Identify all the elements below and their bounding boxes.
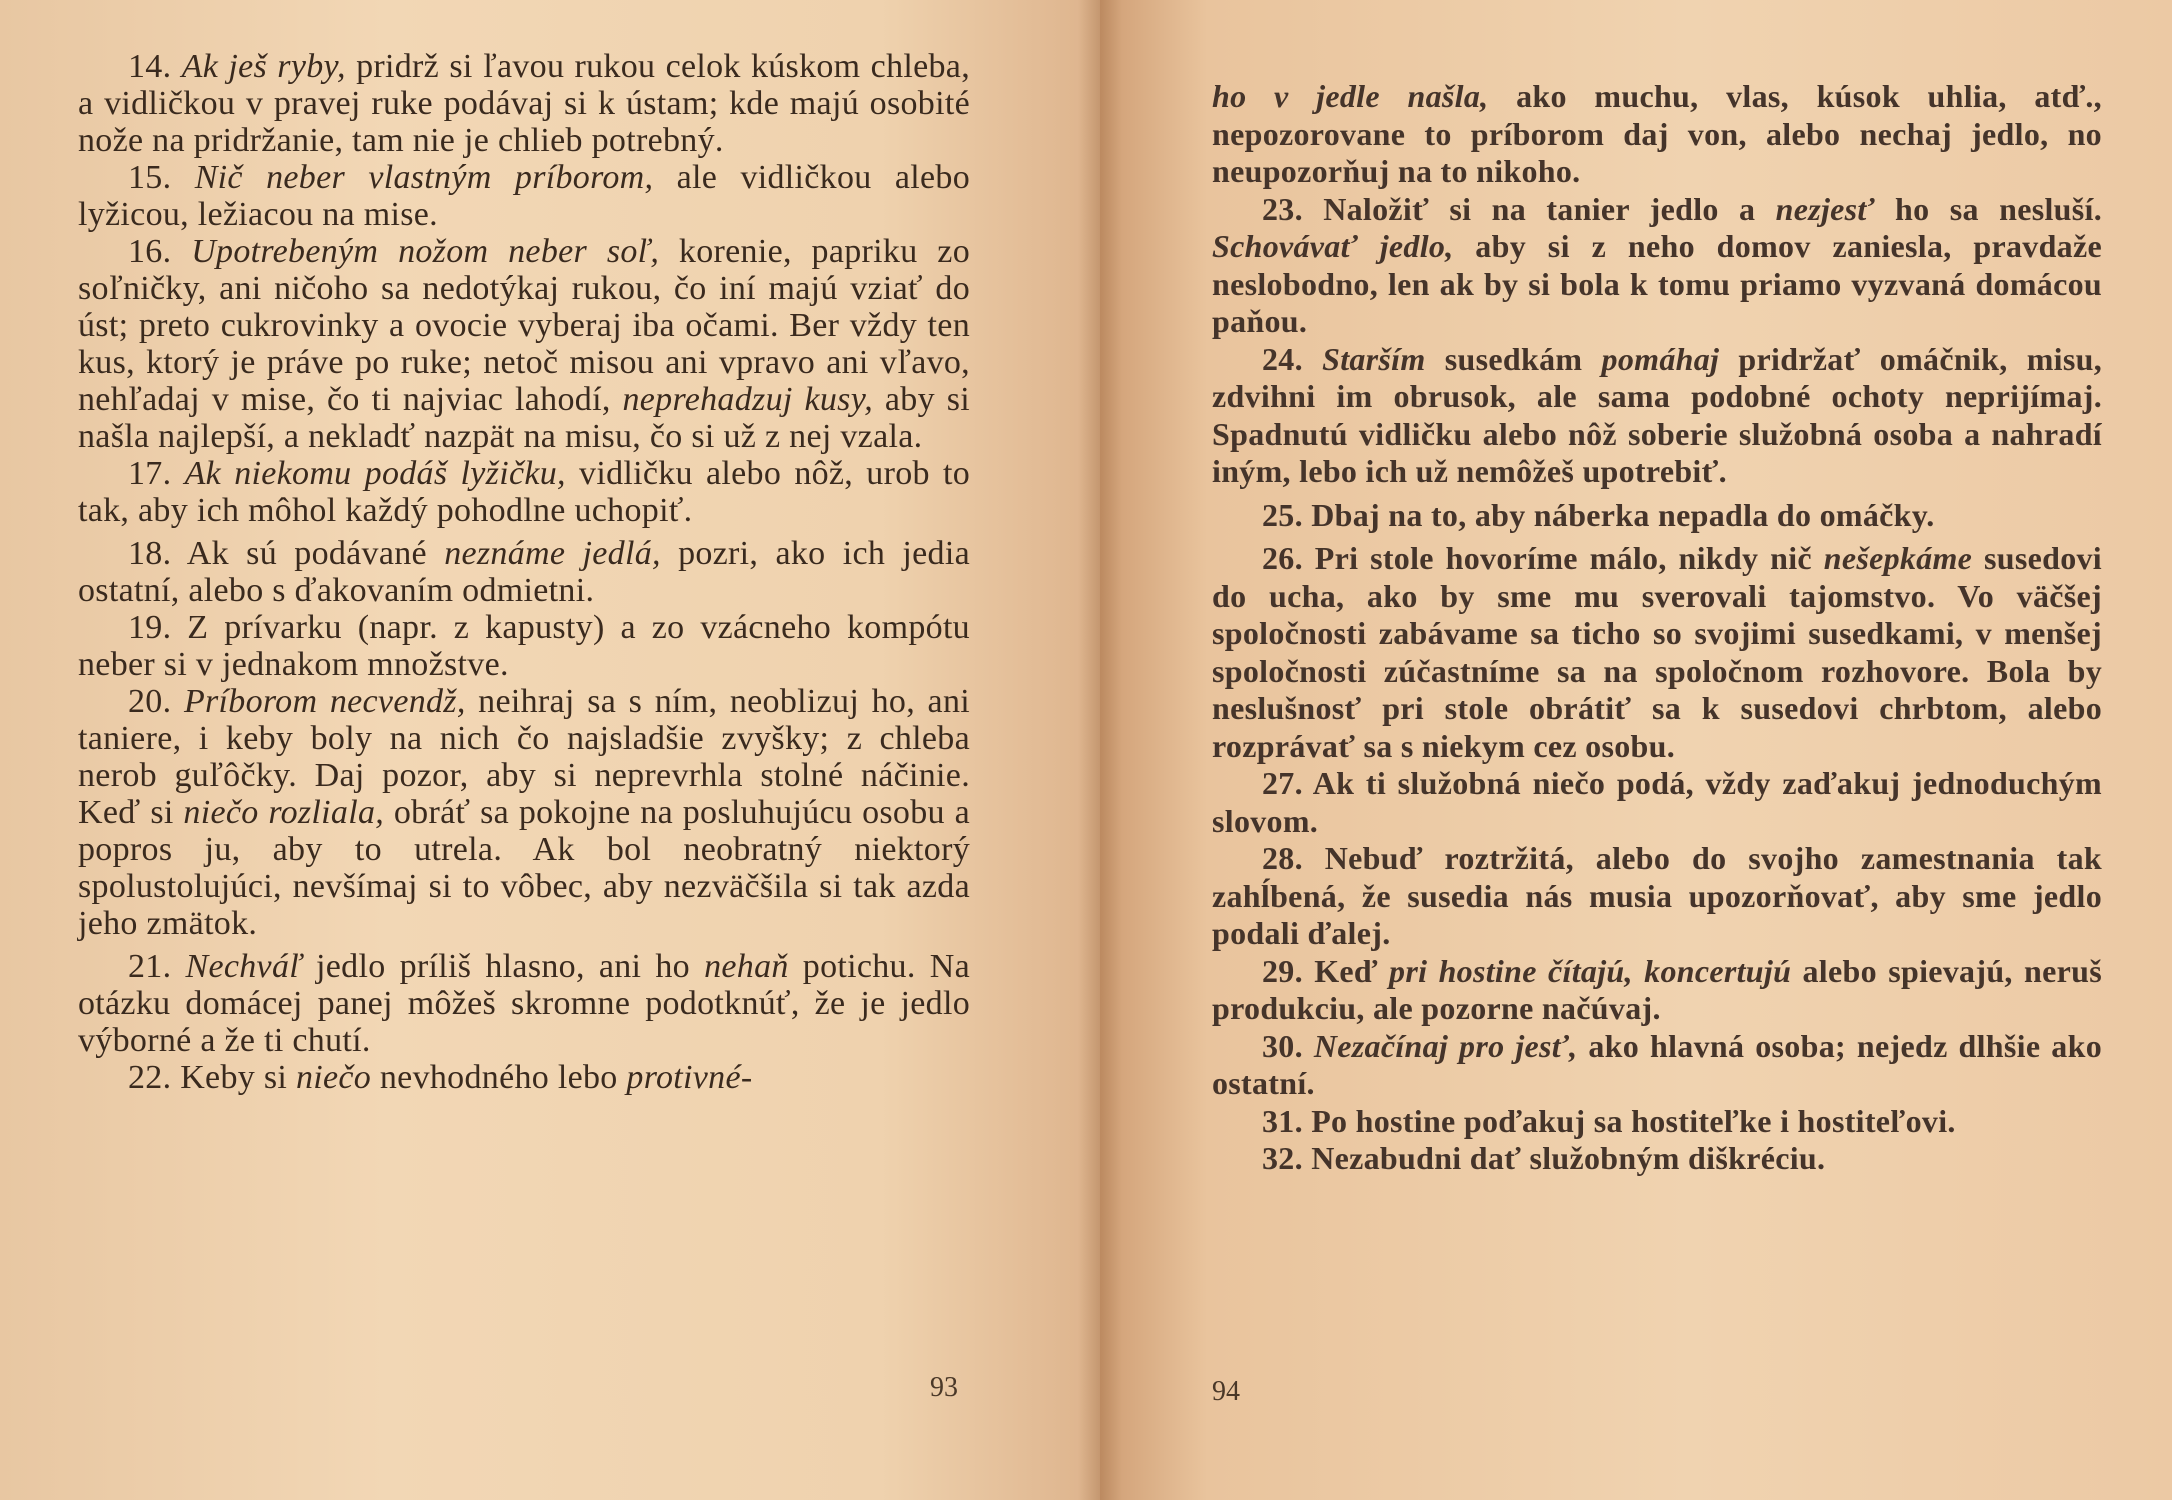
text-run: 31. Po hostine poďakuj sa hostiteľke i hostiteľovi. xyxy=(1262,1102,1956,1139)
text-run: 25. Dbaj na to, aby náberka nepadla do omáčky. xyxy=(1262,496,1935,533)
text-run: 16. xyxy=(128,233,192,270)
paragraph-p31 xyxy=(1212,1103,2102,1141)
text-run: 21. xyxy=(128,948,186,985)
text-run: 28. Nebuď roztržitá, alebo do svojho zamestnania tak zahĺbená, že susedia nás musia upozorňovať, aby sme jedlo podali ďalej. xyxy=(1212,840,2102,951)
text-run: pridrž si ľavou rukou celok kúskom chleba, a vidličkou v pravej ruke podávaj si k ústam; kde majú osobité nože na pridržanie, tam nie je chlieb potrebný. xyxy=(78,48,970,159)
italic-phrase: Nechváľ xyxy=(185,948,302,985)
paragraph-p18 xyxy=(78,535,970,609)
text-run: 17. xyxy=(128,455,185,492)
text-run: ho sa nesluší. xyxy=(1874,190,2103,227)
paragraph-p16 xyxy=(78,233,970,455)
italic-phrase: pomáhaj xyxy=(1601,340,1720,377)
text-run: 26. Pri stole hovoríme málo, nikdy nič xyxy=(1262,540,1824,576)
text-run: nevhodného lebo xyxy=(371,1059,627,1096)
page-number-right: 94 xyxy=(1212,1376,1240,1407)
paragraph-p28 xyxy=(1212,840,2102,953)
text-run: 27. Ak ti služobná niečo podá, vždy zaďakuj jednoduchým slovom. xyxy=(1212,765,2102,839)
italic-phrase: Ak niekomu podáš lyžičku, xyxy=(184,455,566,492)
text-run: aby si z neho domov zaniesla, pravdaže neslobodno, len ak by si bola k tomu priamo vyzvaná domácou paňou. xyxy=(1212,228,2102,339)
paragraph-p32 xyxy=(1212,1140,2102,1178)
italic-phrase: Príborom necvendž, xyxy=(183,683,466,720)
text-run: aby si našla najlepší, a nekladť nazpät na misu, čo si už z nej vzala. xyxy=(78,381,970,455)
paragraph-p15 xyxy=(78,159,970,233)
text-run: vidličku alebo nôž, urob to tak, aby ich môhol každý pohodlne uchopiť. xyxy=(78,455,971,529)
italic-phrase: ho v jedle našla, xyxy=(1212,78,1489,114)
text-run: 24. xyxy=(1262,340,1323,377)
paragraph-p22 xyxy=(78,1059,970,1096)
text-run: susedovi do ucha, ako by sme mu sverovali tajomstvo. Vo väčšej spoločnosti zabávame sa ticho so svojimi susedkami, v menšej spoločnosti zúčastníme sa na spoločnom rozhovore. Bola by neslušnosť pri stole obrátiť sa k susedovi chrbtom, alebo rozprávať sa s niekym cez osobu. xyxy=(1212,540,2102,764)
text-run: korenie, papriku zo soľničky, ani ničoho sa nedotýkaj rukou, čo iní majú vziať do úst; preto cukrovinky a ovocie vyberaj iba očami. Ber vždy ten kus, ktorý je práve po ruke; netoč misou ani vpravo ani vľavo, nehľadaj v mise, čo ti najviac lahodí, xyxy=(78,233,970,418)
text-run: obráť sa pokojne na posluhujúcu osobu a popros ju, aby to utrela. Ak bol neobratný niektorý spolustolujúci, nevšímaj si to vôbec, aby nezväčšila si tak azda jeho zmätok. xyxy=(78,794,970,942)
italic-phrase: niečo rozliala, xyxy=(183,794,385,831)
paragraph-p25 xyxy=(1212,497,2102,535)
text-run: 14. xyxy=(128,48,182,85)
paragraph-p21 xyxy=(78,948,970,1059)
text-run: 18. Ak sú podávané xyxy=(128,535,445,572)
italic-phrase: niečo xyxy=(295,1059,372,1096)
text-run: ako hlavná osoba; nejedz dlhšie ako ostatní. xyxy=(1212,1027,2103,1101)
paragraph-p19 xyxy=(78,609,970,683)
paragraph-p29 xyxy=(1212,953,2102,1028)
text-run: ako muchu, vlas, kúsok uhlia, atď., nepozorovane to príborom daj von, alebo nechaj jedlo, no neupozorňuj na to nikoho. xyxy=(1212,78,2102,189)
paragraph-p20 xyxy=(78,683,970,942)
italic-phrase: Ak ješ ryby, xyxy=(181,48,346,85)
text-run: potichu. Na otázku domácej panej môžeš skromne podotknúť, že je jedlo výborné a že ti chutí. xyxy=(78,948,970,1059)
paragraph-p17 xyxy=(78,455,970,529)
italic-phrase: Upotrebeným nožom neber soľ, xyxy=(191,233,660,270)
italic-phrase: nešepkáme xyxy=(1823,540,1973,576)
italic-phrase: neprehadzuj kusy, xyxy=(622,381,874,418)
italic-phrase: protivné- xyxy=(626,1059,753,1096)
paragraph-p24 xyxy=(1212,341,2102,491)
paragraph-p30 xyxy=(1212,1028,2102,1103)
italic-phrase: Nič neber vlastným príborom, xyxy=(194,159,654,196)
paragraph-p26 xyxy=(1212,540,2102,765)
text-run: jedlo príliš hlasno, ani ho xyxy=(301,948,705,985)
text-run: 30. xyxy=(1262,1027,1314,1064)
text-run: susedkám xyxy=(1425,340,1602,377)
italic-phrase: Schovávať jedlo, xyxy=(1212,228,1454,264)
right-page xyxy=(1100,0,2172,1500)
text-run: pridržať omáčnik, misu, zdvihni im obrusok, ale sama podobné ochoty neprijímaj. Spadnutú vidličku alebo nôž soberie služobná osoba a nahradí iným, lebo ich už nemôžeš upotrebiť. xyxy=(1212,340,2103,489)
italic-phrase: pri hostine čítajú, koncertujú xyxy=(1389,952,1792,989)
text-run: ale vidličkou alebo lyžicou, ležiacou na mise. xyxy=(78,159,971,233)
paragraph-p23 xyxy=(1212,191,2102,341)
text-run: 22. Keby si xyxy=(128,1059,296,1096)
paragraph-p14 xyxy=(78,48,970,159)
italic-phrase: Nezačínaj pro jesť, xyxy=(1313,1027,1578,1064)
italic-phrase: Starším xyxy=(1322,340,1426,377)
text-run: pozri, ako ich jedia ostatní, alebo s ďakovaním odmietni. xyxy=(78,535,970,609)
paragraph-p22c xyxy=(1212,78,2102,191)
left-page-text xyxy=(78,48,970,1096)
text-run: 19. Z prívarku (napr. z kapusty) a zo vzácneho kompótu neber si v jednakom množstve. xyxy=(78,609,970,683)
page-number-left: 93 xyxy=(930,1372,958,1403)
text-run: 23. Naložiť si na tanier jedlo a xyxy=(1262,190,1776,227)
text-run: 15. xyxy=(128,159,195,196)
text-run: 32. Nezabudni dať služobným diškréciu. xyxy=(1262,1140,1826,1176)
text-run: neihraj sa s ním, neoblizuj ho, ani taniere, i keby boly na nich čo najsladšie zvyšky; z chleba nerob guľôčky. Daj pozor, aby si neprevrhla stolné náčinie. Keď si xyxy=(78,683,970,831)
right-page-text xyxy=(1212,78,2102,1178)
text-run: alebo spievajú, neruš produkciu, ale pozorne načúvaj. xyxy=(1212,952,2102,1026)
italic-phrase: nezjesť xyxy=(1775,190,1875,227)
text-run: 29. Keď xyxy=(1262,952,1390,989)
paragraph-p27 xyxy=(1212,765,2102,840)
text-run: 20. xyxy=(128,683,184,720)
italic-phrase: neznáme jedlá, xyxy=(444,535,661,572)
italic-phrase: nehaň xyxy=(704,948,789,985)
